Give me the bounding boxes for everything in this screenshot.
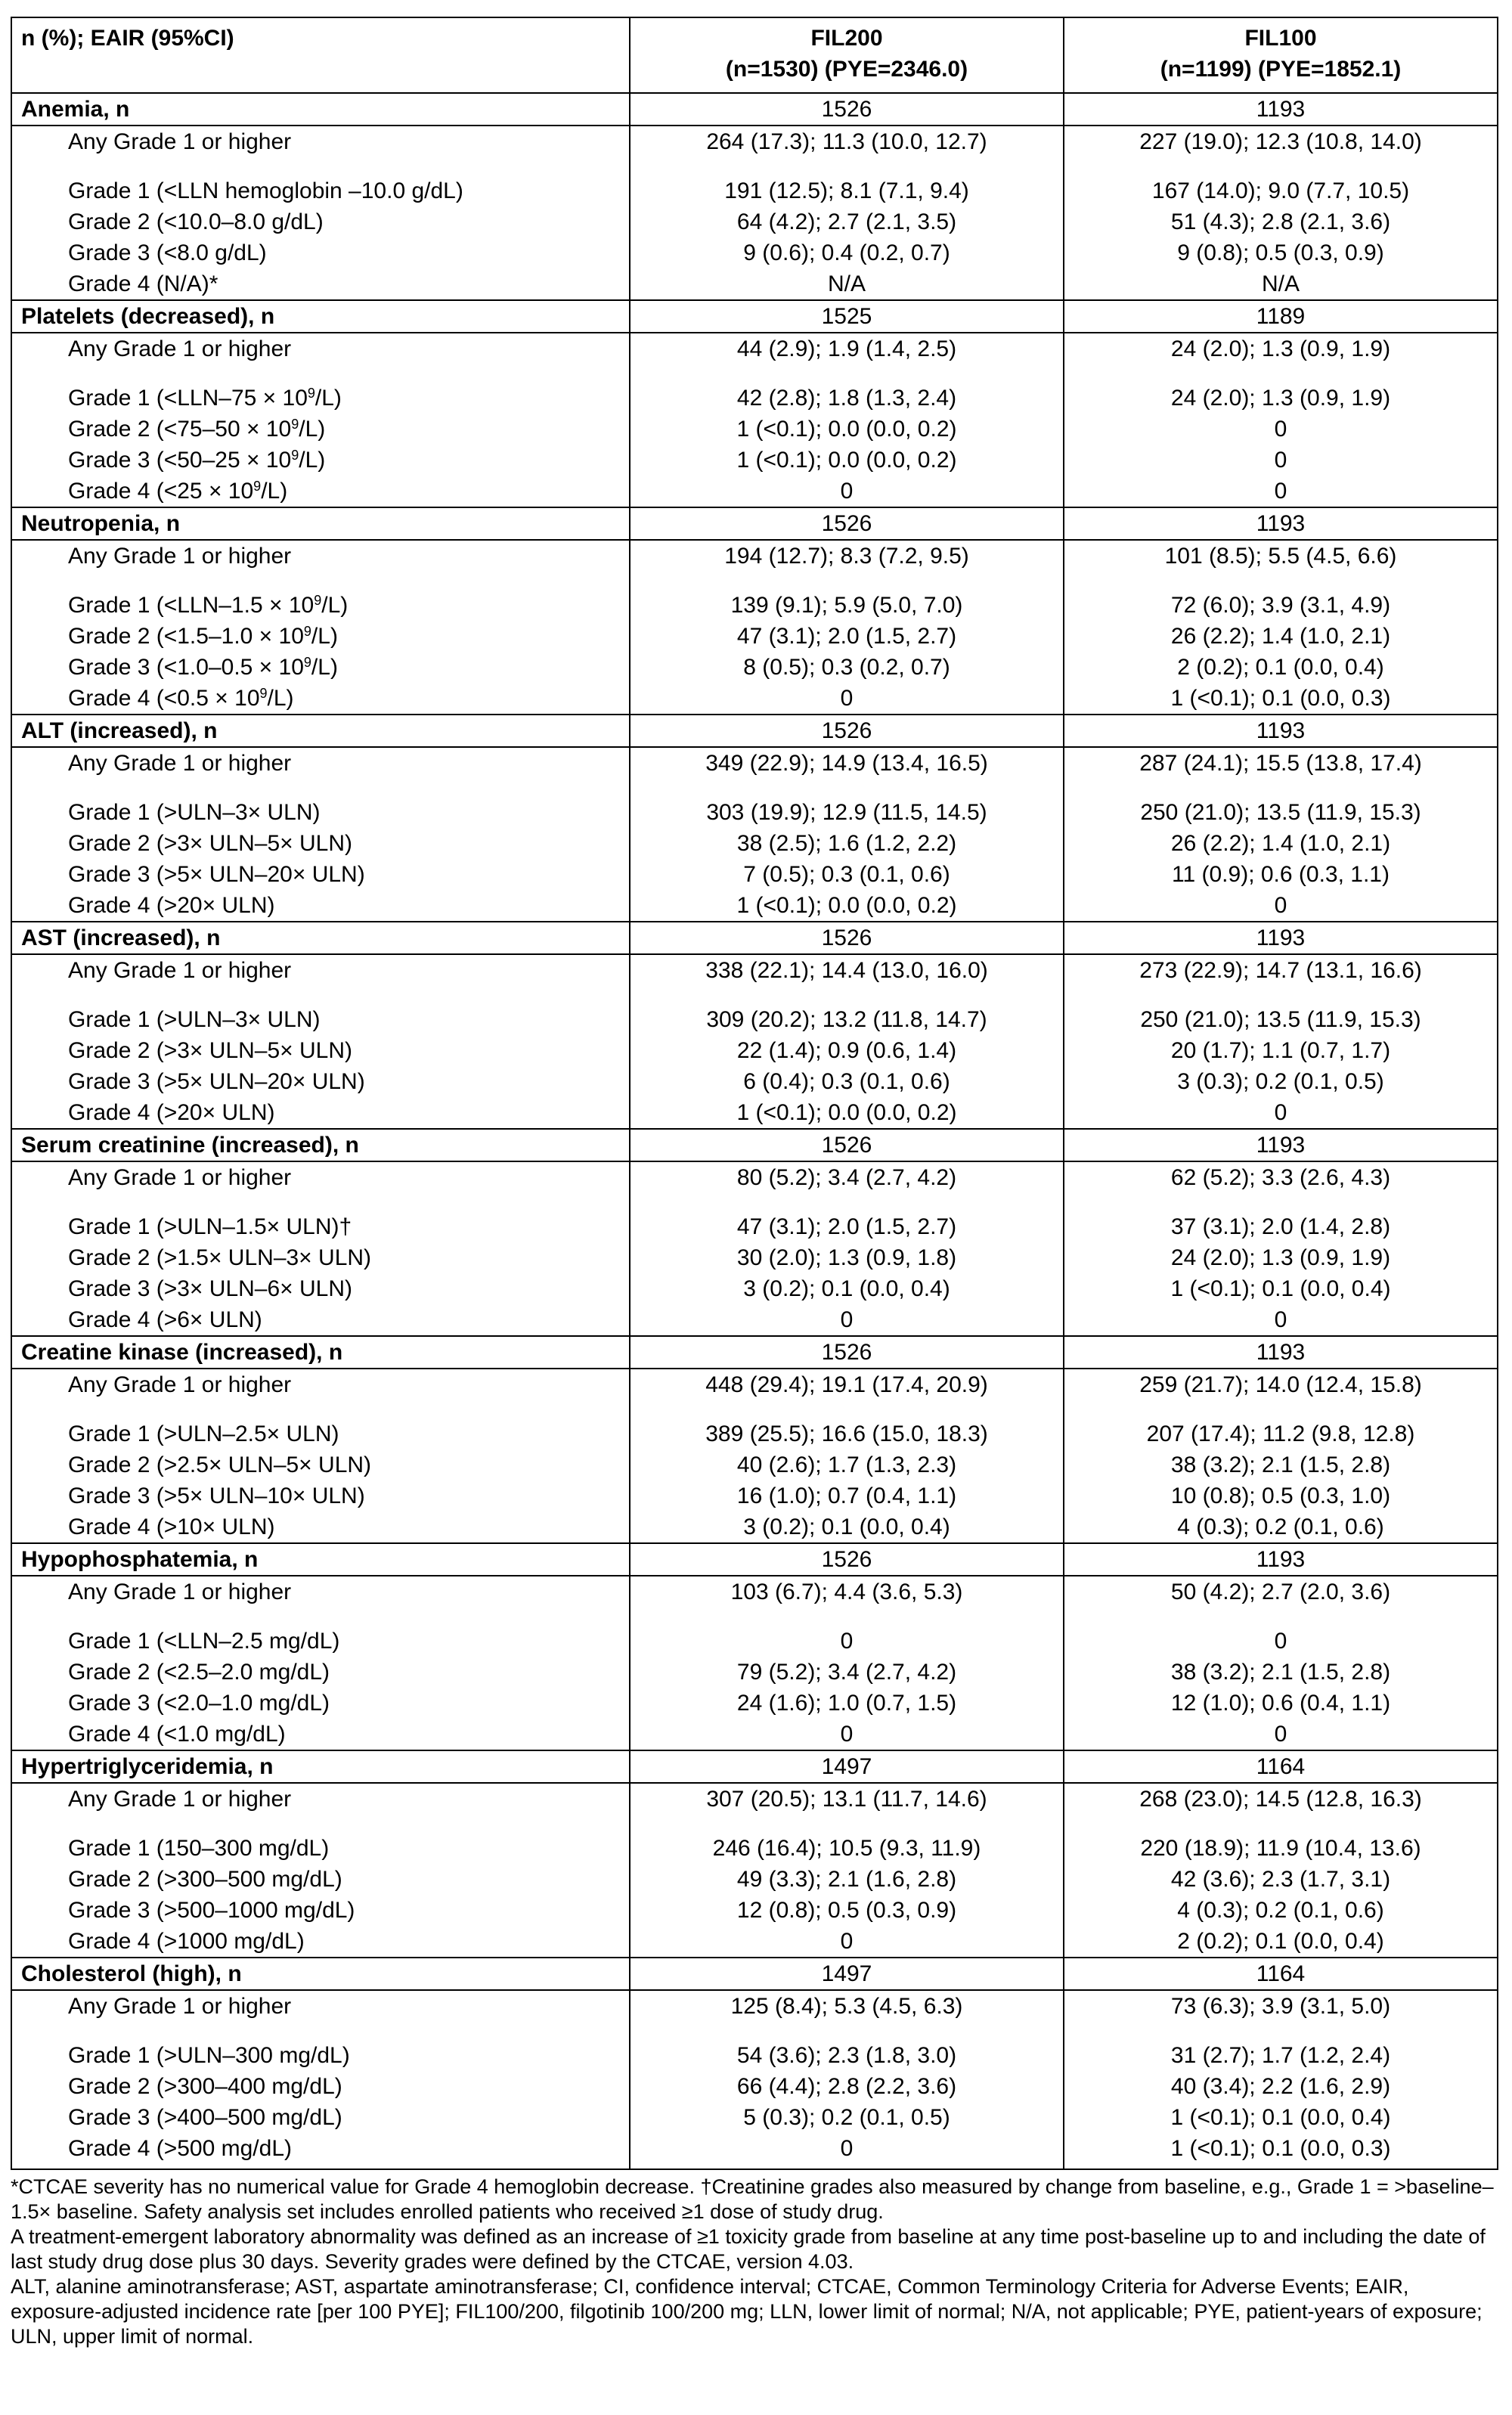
- fil200-value: 191 (12.5); 8.1 (7.1, 9.4): [630, 157, 1064, 206]
- grade-label: Grade 1 (>ULN–3× ULN): [11, 779, 630, 828]
- section-n-fil200: 1526: [630, 922, 1064, 954]
- fil100-value: 2 (0.2); 0.1 (0.0, 0.4): [1064, 652, 1498, 683]
- fil100-value: 250 (21.0); 13.5 (11.9, 15.3): [1064, 986, 1498, 1035]
- fil200-value: 349 (22.9); 14.9 (13.4, 16.5): [630, 747, 1064, 779]
- fil100-value: 1 (<0.1); 0.1 (0.0, 0.4): [1064, 2102, 1498, 2133]
- section-n-fil100: 1193: [1064, 1336, 1498, 1369]
- grade-label: Any Grade 1 or higher: [11, 1161, 630, 1193]
- fil100-value: 250 (21.0); 13.5 (11.9, 15.3): [1064, 779, 1498, 828]
- section-header-row: [11, 93, 1498, 126]
- grade-label: Grade 4 (>10× ULN): [11, 1511, 630, 1543]
- header-fil100-sub: (n=1199) (PYE=1852.1): [1160, 57, 1402, 82]
- table-row: [11, 1480, 1498, 1511]
- table-row: [11, 414, 1498, 445]
- fil100-value: 101 (8.5); 5.5 (4.5, 6.6): [1064, 540, 1498, 572]
- grade-label: Grade 4 (>20× ULN): [11, 890, 630, 922]
- fil200-value: 38 (2.5); 1.6 (1.2, 2.2): [630, 828, 1064, 859]
- fil100-value: 0: [1064, 890, 1498, 922]
- fil200-value: 24 (1.6); 1.0 (0.7, 1.5): [630, 1688, 1064, 1719]
- grade-label: Any Grade 1 or higher: [11, 126, 630, 157]
- fil100-value: 0: [1064, 476, 1498, 507]
- header-fil100-title: FIL100: [1244, 26, 1317, 51]
- section-n-fil100: 1193: [1064, 922, 1498, 954]
- section-header-row: [11, 507, 1498, 540]
- section-n-fil200: 1526: [630, 1543, 1064, 1576]
- grade-label: Grade 3 (<2.0–1.0 mg/dL): [11, 1688, 630, 1719]
- fil100-value: 24 (2.0); 1.3 (0.9, 1.9): [1064, 364, 1498, 414]
- section-label: Hypophosphatemia, n: [11, 1543, 630, 1576]
- table-row: [11, 1657, 1498, 1688]
- table-row: [11, 890, 1498, 922]
- fil200-value: 54 (3.6); 2.3 (1.8, 3.0): [630, 2022, 1064, 2071]
- fil200-value: 194 (12.7); 8.3 (7.2, 9.5): [630, 540, 1064, 572]
- fil200-value: 1 (<0.1); 0.0 (0.0, 0.2): [630, 1097, 1064, 1129]
- fil100-value: 11 (0.9); 0.6 (0.3, 1.1): [1064, 859, 1498, 890]
- fil100-value: 220 (18.9); 11.9 (10.4, 13.6): [1064, 1815, 1498, 1864]
- table-row: [11, 1511, 1498, 1543]
- grade-label: Any Grade 1 or higher: [11, 1369, 630, 1400]
- table-row: [11, 1449, 1498, 1480]
- fil100-value: 1 (<0.1); 0.1 (0.0, 0.3): [1064, 683, 1498, 715]
- fil200-value: 30 (2.0); 1.3 (0.9, 1.8): [630, 1242, 1064, 1273]
- section-label: Cholesterol (high), n: [11, 1958, 630, 1990]
- table-row: [11, 1719, 1498, 1750]
- fil100-value: 72 (6.0); 3.9 (3.1, 4.9): [1064, 572, 1498, 621]
- grade-label: Grade 2 (>3× ULN–5× ULN): [11, 1035, 630, 1066]
- table-row: [11, 1369, 1498, 1400]
- fil200-value: 246 (16.4); 10.5 (9.3, 11.9): [630, 1815, 1064, 1864]
- section-header-row: [11, 1750, 1498, 1783]
- section-label: ALT (increased), n: [11, 715, 630, 747]
- table-row: [11, 1304, 1498, 1336]
- fil100-value: 38 (3.2); 2.1 (1.5, 2.8): [1064, 1657, 1498, 1688]
- table-row: [11, 1864, 1498, 1895]
- fil100-value: 50 (4.2); 2.7 (2.0, 3.6): [1064, 1576, 1498, 1607]
- grade-label: Any Grade 1 or higher: [11, 954, 630, 986]
- table-row: [11, 652, 1498, 683]
- grade-label: Grade 1 (<LLN–2.5 mg/dL): [11, 1607, 630, 1657]
- fil100-value: 10 (0.8); 0.5 (0.3, 1.0): [1064, 1480, 1498, 1511]
- section-header-row: [11, 1958, 1498, 1990]
- table-row: [11, 1815, 1498, 1864]
- grade-label: Grade 2 $(<75-50 \times 10^9/L)$: [11, 414, 630, 445]
- grade-label: Grade 2 (<10.0–8.0 g/dL): [11, 206, 630, 237]
- grade-label: Grade 4 (>1000 mg/dL): [11, 1926, 630, 1958]
- footnote: ALT, alanine aminotransferase; AST, aspartate aminotransferase; CI, confidence interval; CTCAE, Common Terminology Criteria for Adverse Events; EAIR, exposure-adjusted incidence rate [per 100 PYE]; FIL100/200, filgotinib 100/200 mg; LLN, lower limit of normal; N/A, not applicable; PYE, patient-years of exposure; ULN, upper limit of normal.: [11, 2275, 1483, 2348]
- table-row: [11, 828, 1498, 859]
- grade-label: Grade 3 (>5× ULN–10× ULN): [11, 1480, 630, 1511]
- fil200-value: 139 (9.1); 5.9 (5.0, 7.0): [630, 572, 1064, 621]
- fil200-value: 5 (0.3); 0.2 (0.1, 0.5): [630, 2102, 1064, 2133]
- fil200-value: 22 (1.4); 0.9 (0.6, 1.4): [630, 1035, 1064, 1066]
- lab-abnormalities-table-container: [11, 17, 1497, 2170]
- table-row: [11, 1400, 1498, 1449]
- section-label: Hypertriglyceridemia, n: [11, 1750, 630, 1783]
- fil200-value: 47 (3.1); 2.0 (1.5, 2.7): [630, 1193, 1064, 1242]
- grade-label: Any Grade 1 or higher: [11, 540, 630, 572]
- table-row: [11, 540, 1498, 572]
- fil200-value: 103 (6.7); 4.4 (3.6, 5.3): [630, 1576, 1064, 1607]
- table-row: [11, 2071, 1498, 2102]
- section-header-row: [11, 715, 1498, 747]
- section-label: Creatine kinase (increased), n: [11, 1336, 630, 1369]
- fil100-value: 40 (3.4); 2.2 (1.6, 2.9): [1064, 2071, 1498, 2102]
- section-label: Platelets (decreased), n: [11, 300, 630, 333]
- section-n-fil200: 1526: [630, 507, 1064, 540]
- grade-label: Grade 3 $(<50-25 \times 10^9/L)$: [11, 445, 630, 476]
- header-fil200-title: FIL200: [810, 26, 883, 51]
- fil200-value: 303 (19.9); 12.9 (11.5, 14.5): [630, 779, 1064, 828]
- fil200-value: 8 (0.5); 0.3 (0.2, 0.7): [630, 652, 1064, 683]
- section-n-fil100: 1193: [1064, 1543, 1498, 1576]
- fil100-value: 12 (1.0); 0.6 (0.4, 1.1): [1064, 1688, 1498, 1719]
- table-row: [11, 206, 1498, 237]
- section-n-fil100: 1193: [1064, 715, 1498, 747]
- grade-label: Grade 1 (>ULN–1.5× ULN)†: [11, 1193, 630, 1242]
- grade-label: Any Grade 1 or higher: [11, 1990, 630, 2022]
- fil200-value: 16 (1.0); 0.7 (0.4, 1.1): [630, 1480, 1064, 1511]
- table-body: [11, 93, 1498, 2169]
- grade-label: Grade 3 $(<1.0-0.5 \times 10^9/L)$: [11, 652, 630, 683]
- fil100-value: 2 (0.2); 0.1 (0.0, 0.4): [1064, 1926, 1498, 1958]
- footnotes: [11, 2175, 1497, 2349]
- fil200-value: 264 (17.3); 11.3 (10.0, 12.7): [630, 126, 1064, 157]
- grade-label: Grade 2 (>3× ULN–5× ULN): [11, 828, 630, 859]
- fil100-value: 273 (22.9); 14.7 (13.1, 16.6): [1064, 954, 1498, 986]
- grade-label: Grade 4 (>20× ULN): [11, 1097, 630, 1129]
- grade-label: Grade 4 (>500 mg/dL): [11, 2133, 630, 2169]
- footnote: A treatment-emergent laboratory abnormality was defined as an increase of ≥1 toxicity grade from baseline at any time post-baseline up to and including the date of last study drug dose plus 30 days. Severity grades were defined by the CTCAE, version 4.03.: [11, 2225, 1486, 2273]
- fil100-value: 0: [1064, 1097, 1498, 1129]
- table-row: [11, 621, 1498, 652]
- table-row: [11, 476, 1498, 507]
- grade-label: Grade 1 (>ULN–3× ULN): [11, 986, 630, 1035]
- fil100-value: 268 (23.0); 14.5 (12.8, 16.3): [1064, 1783, 1498, 1815]
- fil200-value: 1 (<0.1); 0.0 (0.0, 0.2): [630, 890, 1064, 922]
- fil200-value: 0: [630, 1607, 1064, 1657]
- fil100-value: 51 (4.3); 2.8 (2.1, 3.6): [1064, 206, 1498, 237]
- grade-label: Grade 2 $(<1.5-1.0 \times 10^9/L)$: [11, 621, 630, 652]
- fil200-value: 1 (<0.1); 0.0 (0.0, 0.2): [630, 445, 1064, 476]
- fil200-value: 42 (2.8); 1.8 (1.3, 2.4): [630, 364, 1064, 414]
- fil200-value: 0: [630, 1926, 1064, 1958]
- fil100-value: 287 (24.1); 15.5 (13.8, 17.4): [1064, 747, 1498, 779]
- table-row: [11, 1242, 1498, 1273]
- fil200-value: 9 (0.6); 0.4 (0.2, 0.7): [630, 237, 1064, 268]
- fil200-value: 3 (0.2); 0.1 (0.0, 0.4): [630, 1273, 1064, 1304]
- table-header-row: [11, 17, 1498, 93]
- fil100-value: 1 (<0.1); 0.1 (0.0, 0.3): [1064, 2133, 1498, 2169]
- fil200-value: 12 (0.8); 0.5 (0.3, 0.9): [630, 1895, 1064, 1926]
- fil200-value: 0: [630, 2133, 1064, 2169]
- table-row: [11, 954, 1498, 986]
- grade-label: Grade 2 (>300–400 mg/dL): [11, 2071, 630, 2102]
- table-row: [11, 683, 1498, 715]
- grade-label: Any Grade 1 or higher: [11, 1576, 630, 1607]
- grade-label: Grade 4 (>6× ULN): [11, 1304, 630, 1336]
- grade-label: Any Grade 1 or higher: [11, 747, 630, 779]
- grade-label: Grade 4 $(<0.5 \times 10^9/L)$: [11, 683, 630, 715]
- table-row: [11, 1035, 1498, 1066]
- grade-label: Grade 4 (<1.0 mg/dL): [11, 1719, 630, 1750]
- fil100-value: 0: [1064, 1607, 1498, 1657]
- table-row: [11, 1066, 1498, 1097]
- fil200-value: N/A: [630, 268, 1064, 300]
- table-row: [11, 1161, 1498, 1193]
- fil100-value: 31 (2.7); 1.7 (1.2, 2.4): [1064, 2022, 1498, 2071]
- fil200-value: 7 (0.5); 0.3 (0.1, 0.6): [630, 859, 1064, 890]
- fil100-value: 24 (2.0); 1.3 (0.9, 1.9): [1064, 1242, 1498, 1273]
- table-row: [11, 126, 1498, 157]
- fil100-value: 0: [1064, 445, 1498, 476]
- grade-label: Any Grade 1 or higher: [11, 1783, 630, 1815]
- section-label: AST (increased), n: [11, 922, 630, 954]
- grade-label: Grade 3 (>500–1000 mg/dL): [11, 1895, 630, 1926]
- grade-label: Any Grade 1 or higher: [11, 333, 630, 364]
- fil200-value: 40 (2.6); 1.7 (1.3, 2.3): [630, 1449, 1064, 1480]
- table-row: [11, 986, 1498, 1035]
- fil100-value: 3 (0.3); 0.2 (0.1, 0.5): [1064, 1066, 1498, 1097]
- section-n-fil200: 1526: [630, 1336, 1064, 1369]
- fil200-value: 0: [630, 1719, 1064, 1750]
- section-n-fil200: 1526: [630, 715, 1064, 747]
- fil100-value: 207 (17.4); 11.2 (9.8, 12.8): [1064, 1400, 1498, 1449]
- fil100-value: 0: [1064, 1719, 1498, 1750]
- grade-label: Grade 2 (>1.5× ULN–3× ULN): [11, 1242, 630, 1273]
- grade-label: Grade 4 $(<25 \times 10^9/L)$: [11, 476, 630, 507]
- table-row: [11, 157, 1498, 206]
- section-header-row: [11, 1336, 1498, 1369]
- fil100-value: 24 (2.0); 1.3 (0.9, 1.9): [1064, 333, 1498, 364]
- table-row: [11, 1688, 1498, 1719]
- table-row: [11, 1193, 1498, 1242]
- section-header-row: [11, 300, 1498, 333]
- section-n-fil100: 1164: [1064, 1750, 1498, 1783]
- section-n-fil100: 1193: [1064, 93, 1498, 126]
- fil200-value: 309 (20.2); 13.2 (11.8, 14.7): [630, 986, 1064, 1035]
- table-row: [11, 445, 1498, 476]
- fil100-value: N/A: [1064, 268, 1498, 300]
- fil200-value: 125 (8.4); 5.3 (4.5, 6.3): [630, 1990, 1064, 2022]
- fil200-value: 448 (29.4); 19.1 (17.4, 20.9): [630, 1369, 1064, 1400]
- fil100-value: 42 (3.6); 2.3 (1.7, 3.1): [1064, 1864, 1498, 1895]
- fil100-value: 26 (2.2); 1.4 (1.0, 2.1): [1064, 621, 1498, 652]
- grade-label: Grade 1 $(<LLN-75 \times 10^9/L)$: [11, 364, 630, 414]
- fil100-value: 9 (0.8); 0.5 (0.3, 0.9): [1064, 237, 1498, 268]
- grade-label: Grade 3 (>5× ULN–20× ULN): [11, 1066, 630, 1097]
- fil200-value: 49 (3.3); 2.1 (1.6, 2.8): [630, 1864, 1064, 1895]
- fil100-value: 73 (6.3); 3.9 (3.1, 5.0): [1064, 1990, 1498, 2022]
- fil100-value: 227 (19.0); 12.3 (10.8, 14.0): [1064, 126, 1498, 157]
- table-row: [11, 237, 1498, 268]
- grade-label: Grade 2 (>300–500 mg/dL): [11, 1864, 630, 1895]
- section-n-fil200: 1526: [630, 1129, 1064, 1161]
- fil100-value: 37 (3.1); 2.0 (1.4, 2.8): [1064, 1193, 1498, 1242]
- table-row: [11, 1783, 1498, 1815]
- grade-label: Grade 2 (<2.5–2.0 mg/dL): [11, 1657, 630, 1688]
- fil200-value: 47 (3.1); 2.0 (1.5, 2.7): [630, 621, 1064, 652]
- fil100-value: 38 (3.2); 2.1 (1.5, 2.8): [1064, 1449, 1498, 1480]
- section-n-fil200: 1525: [630, 300, 1064, 333]
- fil200-value: 1 (<0.1); 0.0 (0.0, 0.2): [630, 414, 1064, 445]
- fil200-value: 66 (4.4); 2.8 (2.2, 3.6): [630, 2071, 1064, 2102]
- fil200-value: 6 (0.4); 0.3 (0.1, 0.6): [630, 1066, 1064, 1097]
- fil200-value: 64 (4.2); 2.7 (2.1, 3.5): [630, 206, 1064, 237]
- section-n-fil200: 1526: [630, 93, 1064, 126]
- table-row: [11, 333, 1498, 364]
- table-row: [11, 572, 1498, 621]
- table-row: [11, 1273, 1498, 1304]
- section-n-fil200: 1497: [630, 1750, 1064, 1783]
- fil100-value: 20 (1.7); 1.1 (0.7, 1.7): [1064, 1035, 1498, 1066]
- footnote: *CTCAE severity has no numerical value for Grade 4 hemoglobin decrease. †Creatinine grades also measured by change from baseline, e.g., Grade 1 = >baseline–1.5× baseline. Safety analysis set includes enrolled patients who received ≥1 dose of study drug.: [11, 2175, 1494, 2223]
- table-row: [11, 1926, 1498, 1958]
- section-label: Serum creatinine (increased), n: [11, 1129, 630, 1161]
- section-header-row: [11, 922, 1498, 954]
- table-row: [11, 364, 1498, 414]
- table-row: [11, 779, 1498, 828]
- fil100-value: 1 (<0.1); 0.1 (0.0, 0.4): [1064, 1273, 1498, 1304]
- fil200-value: 80 (5.2); 3.4 (2.7, 4.2): [630, 1161, 1064, 1193]
- section-header-row: [11, 1543, 1498, 1576]
- grade-label: Grade 3 (>3× ULN–6× ULN): [11, 1273, 630, 1304]
- table-row: [11, 1607, 1498, 1657]
- fil200-value: 338 (22.1); 14.4 (13.0, 16.0): [630, 954, 1064, 986]
- grade-label: Grade 1 (>ULN–300 mg/dL): [11, 2022, 630, 2071]
- fil200-value: 3 (0.2); 0.1 (0.0, 0.4): [630, 1511, 1064, 1543]
- table-row: [11, 1576, 1498, 1607]
- header-fil200-sub: (n=1530) (PYE=2346.0): [725, 57, 968, 82]
- grade-label: Grade 3 (<8.0 g/dL): [11, 237, 630, 268]
- fil100-value: 62 (5.2); 3.3 (2.6, 4.3): [1064, 1161, 1498, 1193]
- table-row: [11, 1990, 1498, 2022]
- header-fil100: [1064, 17, 1498, 93]
- fil200-value: 0: [630, 476, 1064, 507]
- fil200-value: 0: [630, 683, 1064, 715]
- table-row: [11, 2022, 1498, 2071]
- fil100-value: 259 (21.7); 14.0 (12.4, 15.8): [1064, 1369, 1498, 1400]
- header-measure: n (%); EAIR (95%CI): [11, 17, 630, 93]
- grade-label: Grade 1 (150–300 mg/dL): [11, 1815, 630, 1864]
- fil200-value: 44 (2.9); 1.9 (1.4, 2.5): [630, 333, 1064, 364]
- table-row: [11, 2133, 1498, 2169]
- fil100-value: 167 (14.0); 9.0 (7.7, 10.5): [1064, 157, 1498, 206]
- header-fil200: [630, 17, 1064, 93]
- grade-label: Grade 1 $(<LLN-1.5 \times 10^9/L)$: [11, 572, 630, 621]
- section-label: Neutropenia, n: [11, 507, 630, 540]
- fil100-value: 0: [1064, 1304, 1498, 1336]
- table-row: [11, 1895, 1498, 1926]
- grade-label: Grade 3 (>400–500 mg/dL): [11, 2102, 630, 2133]
- fil200-value: 307 (20.5); 13.1 (11.7, 14.6): [630, 1783, 1064, 1815]
- section-n-fil100: 1189: [1064, 300, 1498, 333]
- grade-label: Grade 4 (N/A)*: [11, 268, 630, 300]
- grade-label: Grade 1 (<LLN hemoglobin –10.0 g/dL): [11, 157, 630, 206]
- fil200-value: 389 (25.5); 16.6 (15.0, 18.3): [630, 1400, 1064, 1449]
- table-row: [11, 747, 1498, 779]
- table-row: [11, 1097, 1498, 1129]
- fil100-value: 0: [1064, 414, 1498, 445]
- table-row: [11, 859, 1498, 890]
- grade-label: Grade 2 (>2.5× ULN–5× ULN): [11, 1449, 630, 1480]
- fil100-value: 26 (2.2); 1.4 (1.0, 2.1): [1064, 828, 1498, 859]
- table-row: [11, 2102, 1498, 2133]
- section-n-fil100: 1164: [1064, 1958, 1498, 1990]
- fil100-value: 4 (0.3); 0.2 (0.1, 0.6): [1064, 1511, 1498, 1543]
- grade-label: Grade 3 (>5× ULN–20× ULN): [11, 859, 630, 890]
- grade-label: Grade 1 (>ULN–2.5× ULN): [11, 1400, 630, 1449]
- table-row: [11, 268, 1498, 300]
- section-header-row: [11, 1129, 1498, 1161]
- section-n-fil100: 1193: [1064, 507, 1498, 540]
- fil200-value: 79 (5.2); 3.4 (2.7, 4.2): [630, 1657, 1064, 1688]
- section-n-fil100: 1193: [1064, 1129, 1498, 1161]
- section-n-fil200: 1497: [630, 1958, 1064, 1990]
- fil200-value: 0: [630, 1304, 1064, 1336]
- section-label: Anemia, n: [11, 93, 630, 126]
- lab-abnormalities-table: [11, 17, 1498, 2170]
- fil100-value: 4 (0.3); 0.2 (0.1, 0.6): [1064, 1895, 1498, 1926]
